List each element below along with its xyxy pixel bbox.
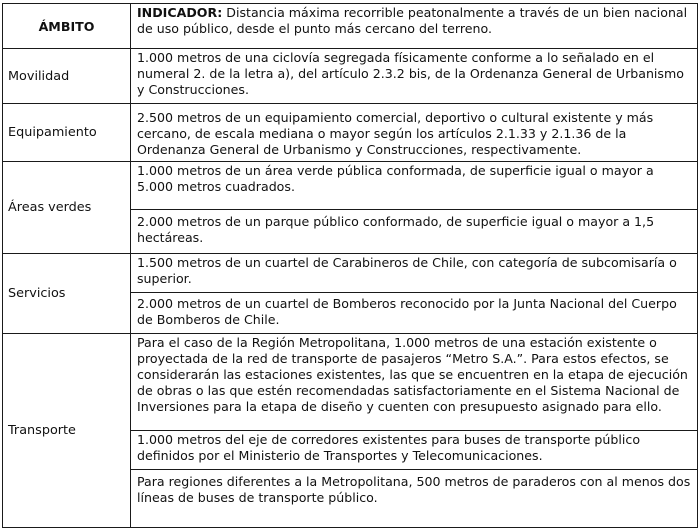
header-row [3, 4, 698, 49]
indicator-table [2, 3, 698, 528]
ambito-areas-verdes: Áreas verdes [3, 162, 131, 254]
indicator-cell: 1.500 metros de un cuartel de Carabineros de Chile, con categoría de subcomisaría o superior. [131, 254, 698, 293]
indicator-cell: 2.500 metros de un equipamiento comercial, deportivo o cultural existente y más cercano, de escala mediana o mayor según los artículos 2.1.33 y 2.1.36 de la Ordenanza General de Urbanismo y Construcciones, respectivamente. [131, 104, 698, 162]
indicador-label: INDICADOR: [137, 5, 223, 20]
ambito-transporte: Transporte [3, 334, 131, 528]
indicator-cell: Para regiones diferentes a la Metropolitana, 500 metros de paraderos con al menos dos líneas de buses de transporte público. [131, 470, 698, 528]
table-row [3, 334, 698, 431]
indicador-description: Distancia máxima recorrible peatonalmente a través de un bien nacional de uso público, desde el punto más cercano del terreno. [137, 5, 688, 36]
table-row [3, 162, 698, 210]
ambito-movilidad: Movilidad [3, 49, 131, 104]
ambito-servicios: Servicios [3, 254, 131, 334]
ambito-equipamiento: Equipamiento [3, 104, 131, 162]
indicator-cell: 2.000 metros de un cuartel de Bomberos reconocido por la Junta Nacional del Cuerpo de Bomberos de Chile. [131, 293, 698, 334]
ambito-header: ÁMBITO [3, 4, 131, 49]
indicator-cell: 1.000 metros de un área verde pública conformada, de superficie igual o mayor a 5.000 metros cuadrados. [131, 162, 698, 210]
indicador-header [131, 4, 698, 49]
indicator-cell: 1.000 metros del eje de corredores existentes para buses de transporte público definidos por el Ministerio de Transportes y Telecomunicaciones. [131, 431, 698, 470]
indicator-cell: 1.000 metros de una ciclovía segregada físicamente conforme a lo señalado en el numeral 2. de la letra a), del artículo 2.3.2 bis, de la Ordenanza General de Urbanismo y Construcciones. [131, 49, 698, 104]
indicator-cell: 2.000 metros de un parque público conformado, de superficie igual o mayor a 1,5 hectáreas. [131, 210, 698, 254]
table-row [3, 49, 698, 104]
indicator-cell: Para el caso de la Región Metropolitana, 1.000 metros de una estación existente o proyectada de la red de transporte de pasajeros “Metro S.A.”. Para estos efectos, se considerarán las estaciones existentes, las que se encuentren en la etapa de ejecución de obras o las que estén recomendadas satisfactoriamente en el Sistema Nacional de Inversiones para la etapa de diseño y cuenten con presupuesto asignado para ello. [131, 334, 698, 431]
table-row [3, 104, 698, 162]
table-row [3, 254, 698, 293]
